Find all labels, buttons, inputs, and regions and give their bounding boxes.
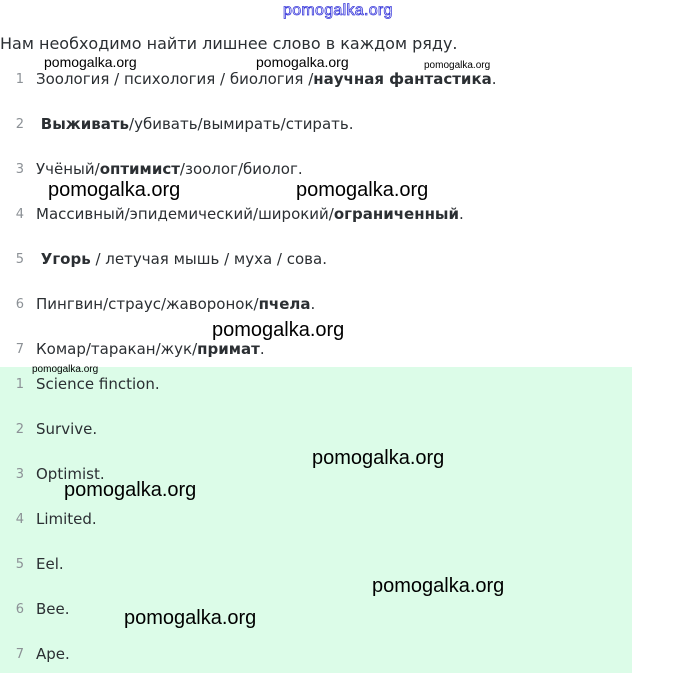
row-text-end: /убивать/вымирать/стирать. [129,115,354,133]
row-number: 5 [15,251,24,267]
answer-row [0,508,97,530]
answer-text: Optimist. [36,465,105,483]
row-number: 4 [15,511,24,527]
row-number: 3 [15,466,24,482]
row-text-end: . [310,295,316,313]
row-text-end: / летучая мышь / муха / сова. [90,250,327,268]
watermark: pomogalka.org [124,607,257,629]
answer-text: Ape. [36,645,70,663]
watermark: pomogalka.org [48,179,181,201]
row-text-end: . [259,340,265,358]
row-number: 7 [15,646,24,662]
odd-word: Выживать [40,115,130,133]
watermark: pomogalka.org [424,60,491,71]
row-text: Массивный/эпидемический/широкий/ [36,205,334,223]
question-row [0,113,354,135]
answer-row [0,598,70,620]
answers-panel [0,367,632,673]
row-text: Комар/таракан/жук/ [36,340,198,358]
answer-text: Survive. [36,420,98,438]
watermark: pomogalka.org [256,54,349,70]
row-number: 5 [15,556,24,572]
task-instruction: Нам необходимо найти лишнее слово в каждом ряду. [0,34,458,53]
answer-row [0,553,64,575]
question-row [0,203,464,225]
site-watermark-header: pomogalka.org [283,2,393,19]
odd-word: оптимист [99,160,180,178]
question-row [0,68,497,90]
odd-word: пчела [258,295,311,313]
answer-row [0,418,97,440]
question-row [0,158,303,180]
row-number: 6 [15,296,24,312]
question-row [0,293,315,315]
row-text: Зоология / психология / биология / [36,70,314,88]
row-number: 2 [15,116,24,132]
odd-word: ограниченный [333,205,460,223]
watermark: pomogalka.org [32,364,99,375]
answer-text: Bee. [36,600,70,618]
row-number: 2 [15,421,24,437]
answer-text: Limited. [36,510,97,528]
answer-row [0,643,70,665]
row-number: 3 [15,161,24,177]
answer-row [0,373,160,395]
odd-word: примат [197,340,260,358]
watermark: pomogalka.org [44,54,137,70]
question-row [0,248,327,270]
row-number: 6 [15,601,24,617]
row-number: 4 [15,206,24,222]
odd-word: научная фантастика [313,70,492,88]
row-text-end: . [491,70,497,88]
answer-text: Science finction. [36,375,160,393]
row-text-end: . [459,205,464,223]
watermark: pomogalka.org [372,575,505,597]
odd-word: Угорь [40,250,91,268]
row-text: Пингвин/страус/жаворонок/ [36,295,259,313]
row-text-end: /зоолог/биолог. [179,160,303,178]
row-text: Учёный/ [36,160,100,178]
row-number: 1 [15,376,24,392]
answer-text: Eel. [36,555,64,573]
watermark: pomogalka.org [212,319,345,341]
watermark: pomogalka.org [296,179,429,201]
watermark: pomogalka.org [312,447,445,469]
row-number: 1 [15,71,24,87]
watermark: pomogalka.org [64,479,197,501]
row-number: 7 [15,341,24,357]
